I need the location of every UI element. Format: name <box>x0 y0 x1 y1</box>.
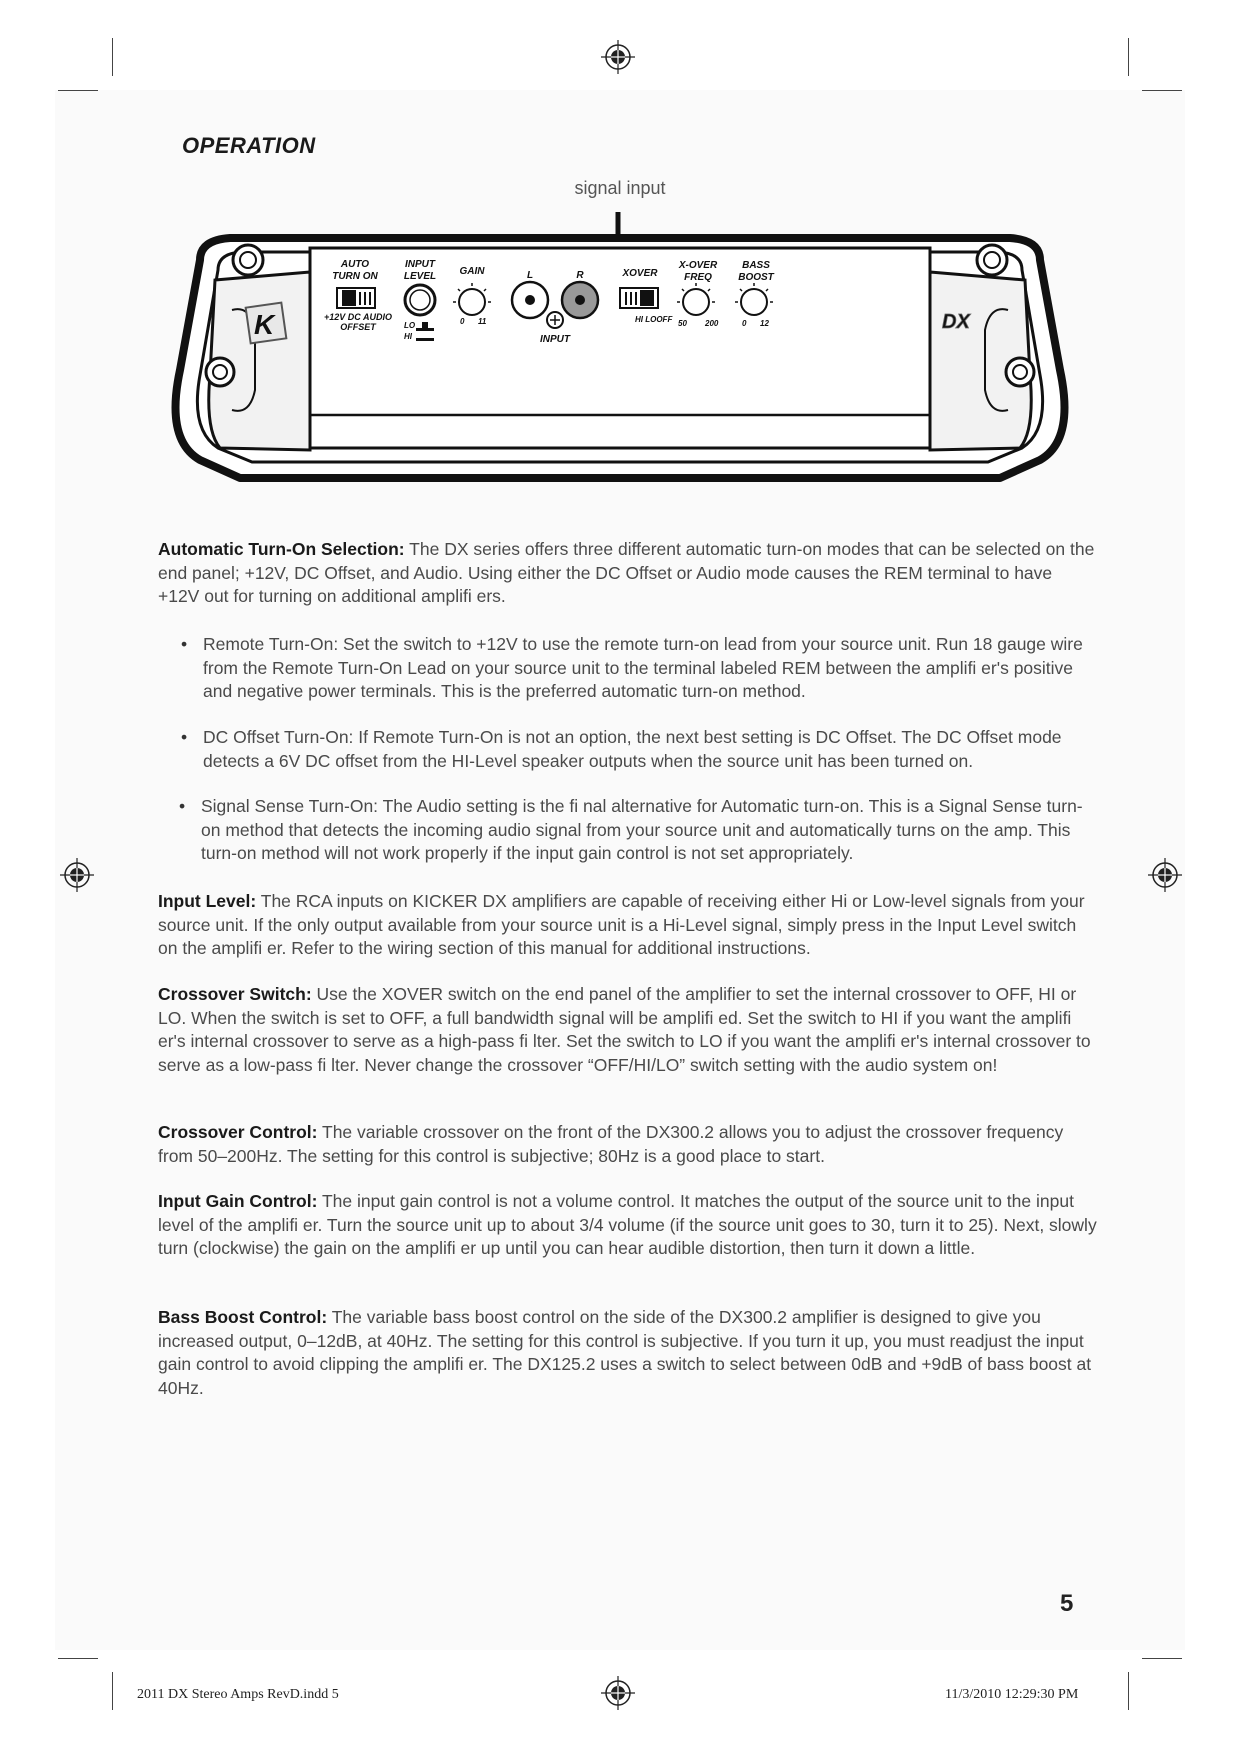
bass-boost-min-label: 0 <box>742 319 747 328</box>
bass-boost-max-label: 12 <box>760 319 769 328</box>
bullet-dc-offset: • DC Offset Turn-On: If Remote Turn-On is not an option, the next best setting is DC Offset. The DC Offset mode detects a 6V DC offset from the HI-Level speaker outputs when the source unit has been turned on. <box>181 727 1062 771</box>
screw-icon <box>977 245 1007 275</box>
dx-logo-text: DX <box>942 311 970 333</box>
auto-turn-on-options-2: OFFSET <box>340 322 376 332</box>
signal-input-label: signal input <box>574 178 666 198</box>
crossover-control-text: The variable crossover on the front of the DX300.2 allows you to adjust the crossover frequency from 50–200Hz. The setting for this control is subjective; 80Hz is a good place to start. <box>158 1122 1064 1166</box>
crop-mark <box>1142 90 1182 91</box>
input-level-text: The RCA inputs on KICKER DX amplifiers are capable of receiving either Hi or Low-level signals from your source unit. If the only output available from your source unit is a Hi-Level signal, simply press in the Input Level switch on the amplifi er. Refer to the wiring section of this manual for additional instructions. <box>158 891 1085 958</box>
xover-label: XOVER <box>622 268 658 279</box>
auto-turn-on-switch <box>337 288 375 308</box>
screw-icon <box>1006 358 1034 386</box>
crossover-control-heading: Crossover Control: <box>158 1122 318 1142</box>
slug-date: 11/3/2010 12:29:30 PM <box>945 1687 1079 1702</box>
xover-freq-label-2: FREQ <box>684 272 712 283</box>
crop-mark <box>112 1672 113 1710</box>
input-level-paragraph <box>158 890 1098 961</box>
gain-max-label: 11 <box>478 317 487 326</box>
kicker-logo-text: K <box>254 309 275 340</box>
auto-turn-on-options: +12V DC AUDIO <box>324 312 392 322</box>
bullet-signal-sense-text: Signal Sense Turn-On: The Audio setting is the fi nal alternative for Automatic turn-on. This is a Signal Sense turn-on method that detects the incoming audio signal from your source unit and automatically turns on the amp. This turn-on method will not work properly if the input gain control is not set appropriately. <box>201 796 1083 863</box>
auto-turn-on-paragraph <box>158 538 1098 609</box>
bullet-signal-sense: • Signal Sense Turn-On: The Audio setting is the fi nal alternative for Automatic turn-on. This is a Signal Sense turn-on method that detects the incoming audio signal from your source unit and automatically turns on the amp. This turn-on method will not work properly if the input gain control is not set appropriately. <box>179 796 1083 863</box>
screw-icon <box>206 358 234 386</box>
input-level-button <box>405 285 435 315</box>
crossover-switch-paragraph <box>158 983 1098 1077</box>
xover-freq-min-label: 50 <box>678 319 687 328</box>
input-level-hi-label: HI <box>404 332 412 341</box>
xover-switch <box>620 288 658 308</box>
bass-boost-paragraph <box>158 1306 1098 1400</box>
crossover-control-paragraph <box>158 1121 1098 1168</box>
auto-turn-on-label-2: TURN ON <box>332 271 378 282</box>
xover-freq-max-label: 200 <box>705 319 719 328</box>
input-gain-paragraph <box>158 1190 1098 1261</box>
bullet-remote-turn-on: • Remote Turn-On: Set the switch to +12V to use the remote turn-on lead from your source unit. Run 18 gauge wire from the Remote Turn-On Lead on your source unit to the terminal labeled REM between the amplifi er's positive and negative power terminals. This is the preferred automatic turn-on method. <box>181 634 1083 701</box>
gain-min-label: 0 <box>460 317 465 326</box>
bass-boost-label-2: BOOST <box>738 272 774 283</box>
registration-mark-icon <box>601 1676 635 1710</box>
bullet-remote-turn-on-text: Remote Turn-On: Set the switch to +12V to use the remote turn-on lead from your source unit. Run 18 gauge wire from the Remote Turn-On Lead on your source unit to the terminal labeled REM between the amplifi er's positive and negative power terminals. This is the preferred automatic turn-on method. <box>203 634 1083 701</box>
auto-turn-on-heading: Automatic Turn-On Selection: <box>158 539 405 559</box>
bass-boost-label-1: BASS <box>742 260 770 271</box>
crop-mark <box>58 1658 98 1659</box>
crop-mark <box>1142 1658 1182 1659</box>
crossover-switch-heading: Crossover Switch: <box>158 984 312 1004</box>
screw-icon <box>233 245 263 275</box>
crop-mark <box>1128 1672 1129 1710</box>
crop-mark <box>1128 38 1129 76</box>
slug-file-name: 2011 DX Stereo Amps RevD.indd 5 <box>137 1687 339 1702</box>
bullet-dc-offset-text: DC Offset Turn-On: If Remote Turn-On is not an option, the next best setting is DC Offset. The DC Offset mode detects a 6V DC offset from the HI-Level speaker outputs when the source unit has been turned on. <box>203 727 1062 771</box>
registration-mark-icon <box>601 40 635 74</box>
rca-left-jack <box>512 282 548 318</box>
page-number: 5 <box>1060 1590 1074 1617</box>
input-ground-screw-icon <box>547 312 563 328</box>
input-level-label-2: LEVEL <box>403 271 437 282</box>
amplifier-end-panel-figure <box>160 210 1080 500</box>
input-level-heading: Input Level: <box>158 891 257 911</box>
bass-boost-text: The variable bass boost control on the side of the DX300.2 amplifier is designed to give you increased output, 0–12dB, at 40Hz. The setting for this control is subjective. If you turn it up, you must readjust the input gain control to avoid clipping the amplifi er. The DX125.2 uses a switch to select between 0dB and +9dB of bass boost at 40Hz. <box>158 1307 1092 1398</box>
section-title: OPERATION <box>182 133 316 158</box>
input-gain-heading: Input Gain Control: <box>158 1191 318 1211</box>
crossover-switch-text: Use the XOVER switch on the end panel of the amplifier to set the internal crossover to OFF, HI or LO. When the switch is set to OFF, a full bandwidth signal will be amplifi ed. Set the switch to HI if you want the amplifi er's internal crossover to serve as a high-pass fi lter. Set the switch to LO if you want the amplifi er's internal crossover to serve as a low-pass fi lter. Never change the crossover “OFF/HI/LO” switch setting with the audio system on! <box>158 984 1091 1075</box>
kicker-logo-icon <box>246 303 287 344</box>
gain-label: GAIN <box>459 266 485 277</box>
auto-turn-on-text: The DX series offers three different automatic turn-on modes that can be selected on the end panel; +12V, DC Offset, and Audio. Using either the DC Offset or Audio mode causes the REM terminal to have +12V out for turning on additional amplifi ers. <box>158 539 1095 606</box>
crop-mark <box>58 90 98 91</box>
crop-mark <box>112 38 113 76</box>
rca-left-label: L <box>526 270 534 281</box>
registration-mark-icon <box>1148 858 1182 892</box>
input-label: INPUT <box>540 334 570 345</box>
registration-mark-icon <box>60 858 94 892</box>
auto-turn-on-label-1: AUTO <box>340 259 370 270</box>
bass-boost-heading: Bass Boost Control: <box>158 1307 328 1327</box>
rca-right-jack <box>562 282 598 318</box>
input-gain-text: The input gain control is not a volume control. It matches the output of the source unit to the input level of the amplifi er. Turn the source unit up to about 3/4 volume (if the source unit goes to 30, turn it to 25). Next, slowly turn (clockwise) the gain on the amplifi er up until you can hear audible distortion, then turn it down a little. <box>158 1191 1097 1258</box>
rca-right-label: R <box>576 270 584 281</box>
xover-options-label: HI LOOFF <box>635 315 673 324</box>
input-level-lo-label: LO <box>404 321 416 330</box>
input-level-label-1: INPUT <box>405 259 435 270</box>
xover-freq-label-1: X-OVER <box>678 260 718 271</box>
